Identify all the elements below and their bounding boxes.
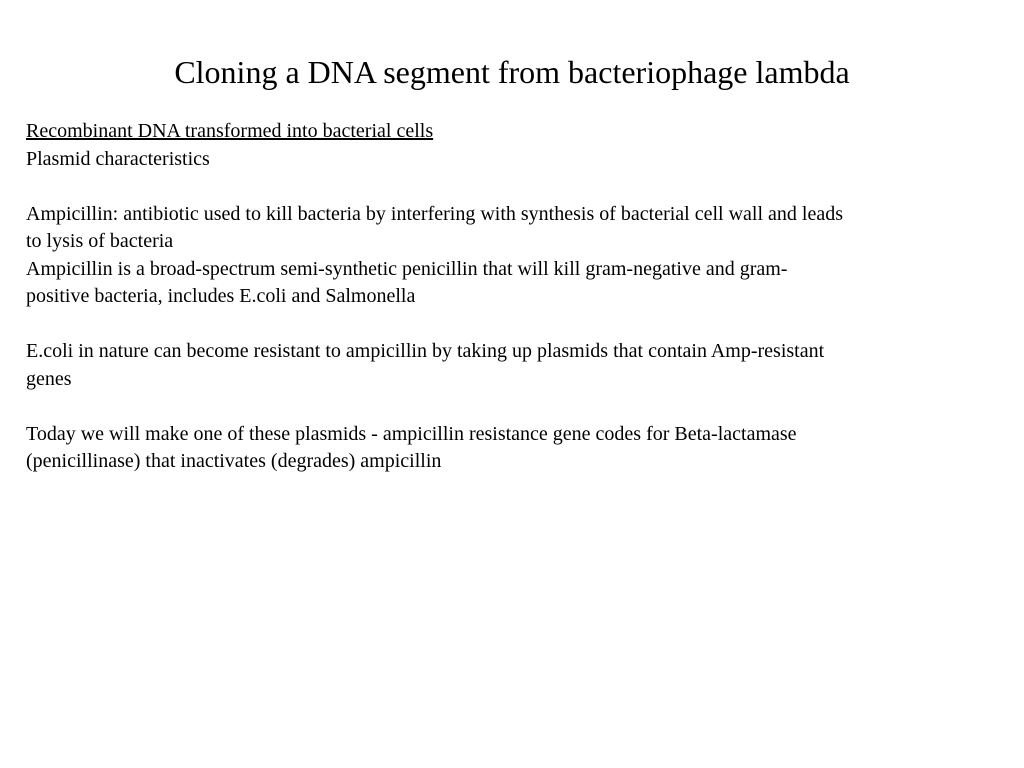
text-line: genes (26, 367, 72, 390)
slide-title: Cloning a DNA segment from bacteriophage lambda (174, 54, 850, 90)
spacer (26, 173, 986, 201)
text-line: positive bacteria, includes E.coli and Salmonella (26, 285, 416, 307)
text-line: Ampicillin: antibiotic used to kill bacteria by interfering with synthesis of bacterial cell wall and leads (26, 202, 843, 225)
text-line: Today we will make one of these plasmids - ampicillin resistance gene codes for Beta-lactamase (26, 422, 797, 445)
section-heading: Recombinant DNA transformed into bacterial cells (26, 120, 434, 142)
spacer (26, 393, 986, 421)
paragraph-resistance (26, 338, 986, 393)
text-line: to lysis of bacteria (26, 230, 174, 252)
paragraph-today (26, 421, 986, 476)
slide-body (26, 118, 986, 476)
spacer (26, 311, 986, 339)
subheading: Plasmid characteristics (26, 147, 210, 170)
paragraph-ampicillin (26, 201, 986, 311)
text-line: Ampicillin is a broad-spectrum semi-synthetic penicillin that will kill gram-negative and gram- (26, 257, 788, 280)
text-line: (penicillinase) that inactivates (degrades) ampicillin (26, 450, 442, 472)
text-line: E.coli in nature can become resistant to ampicillin by taking up plasmids that contain Amp-resistant (26, 340, 825, 362)
